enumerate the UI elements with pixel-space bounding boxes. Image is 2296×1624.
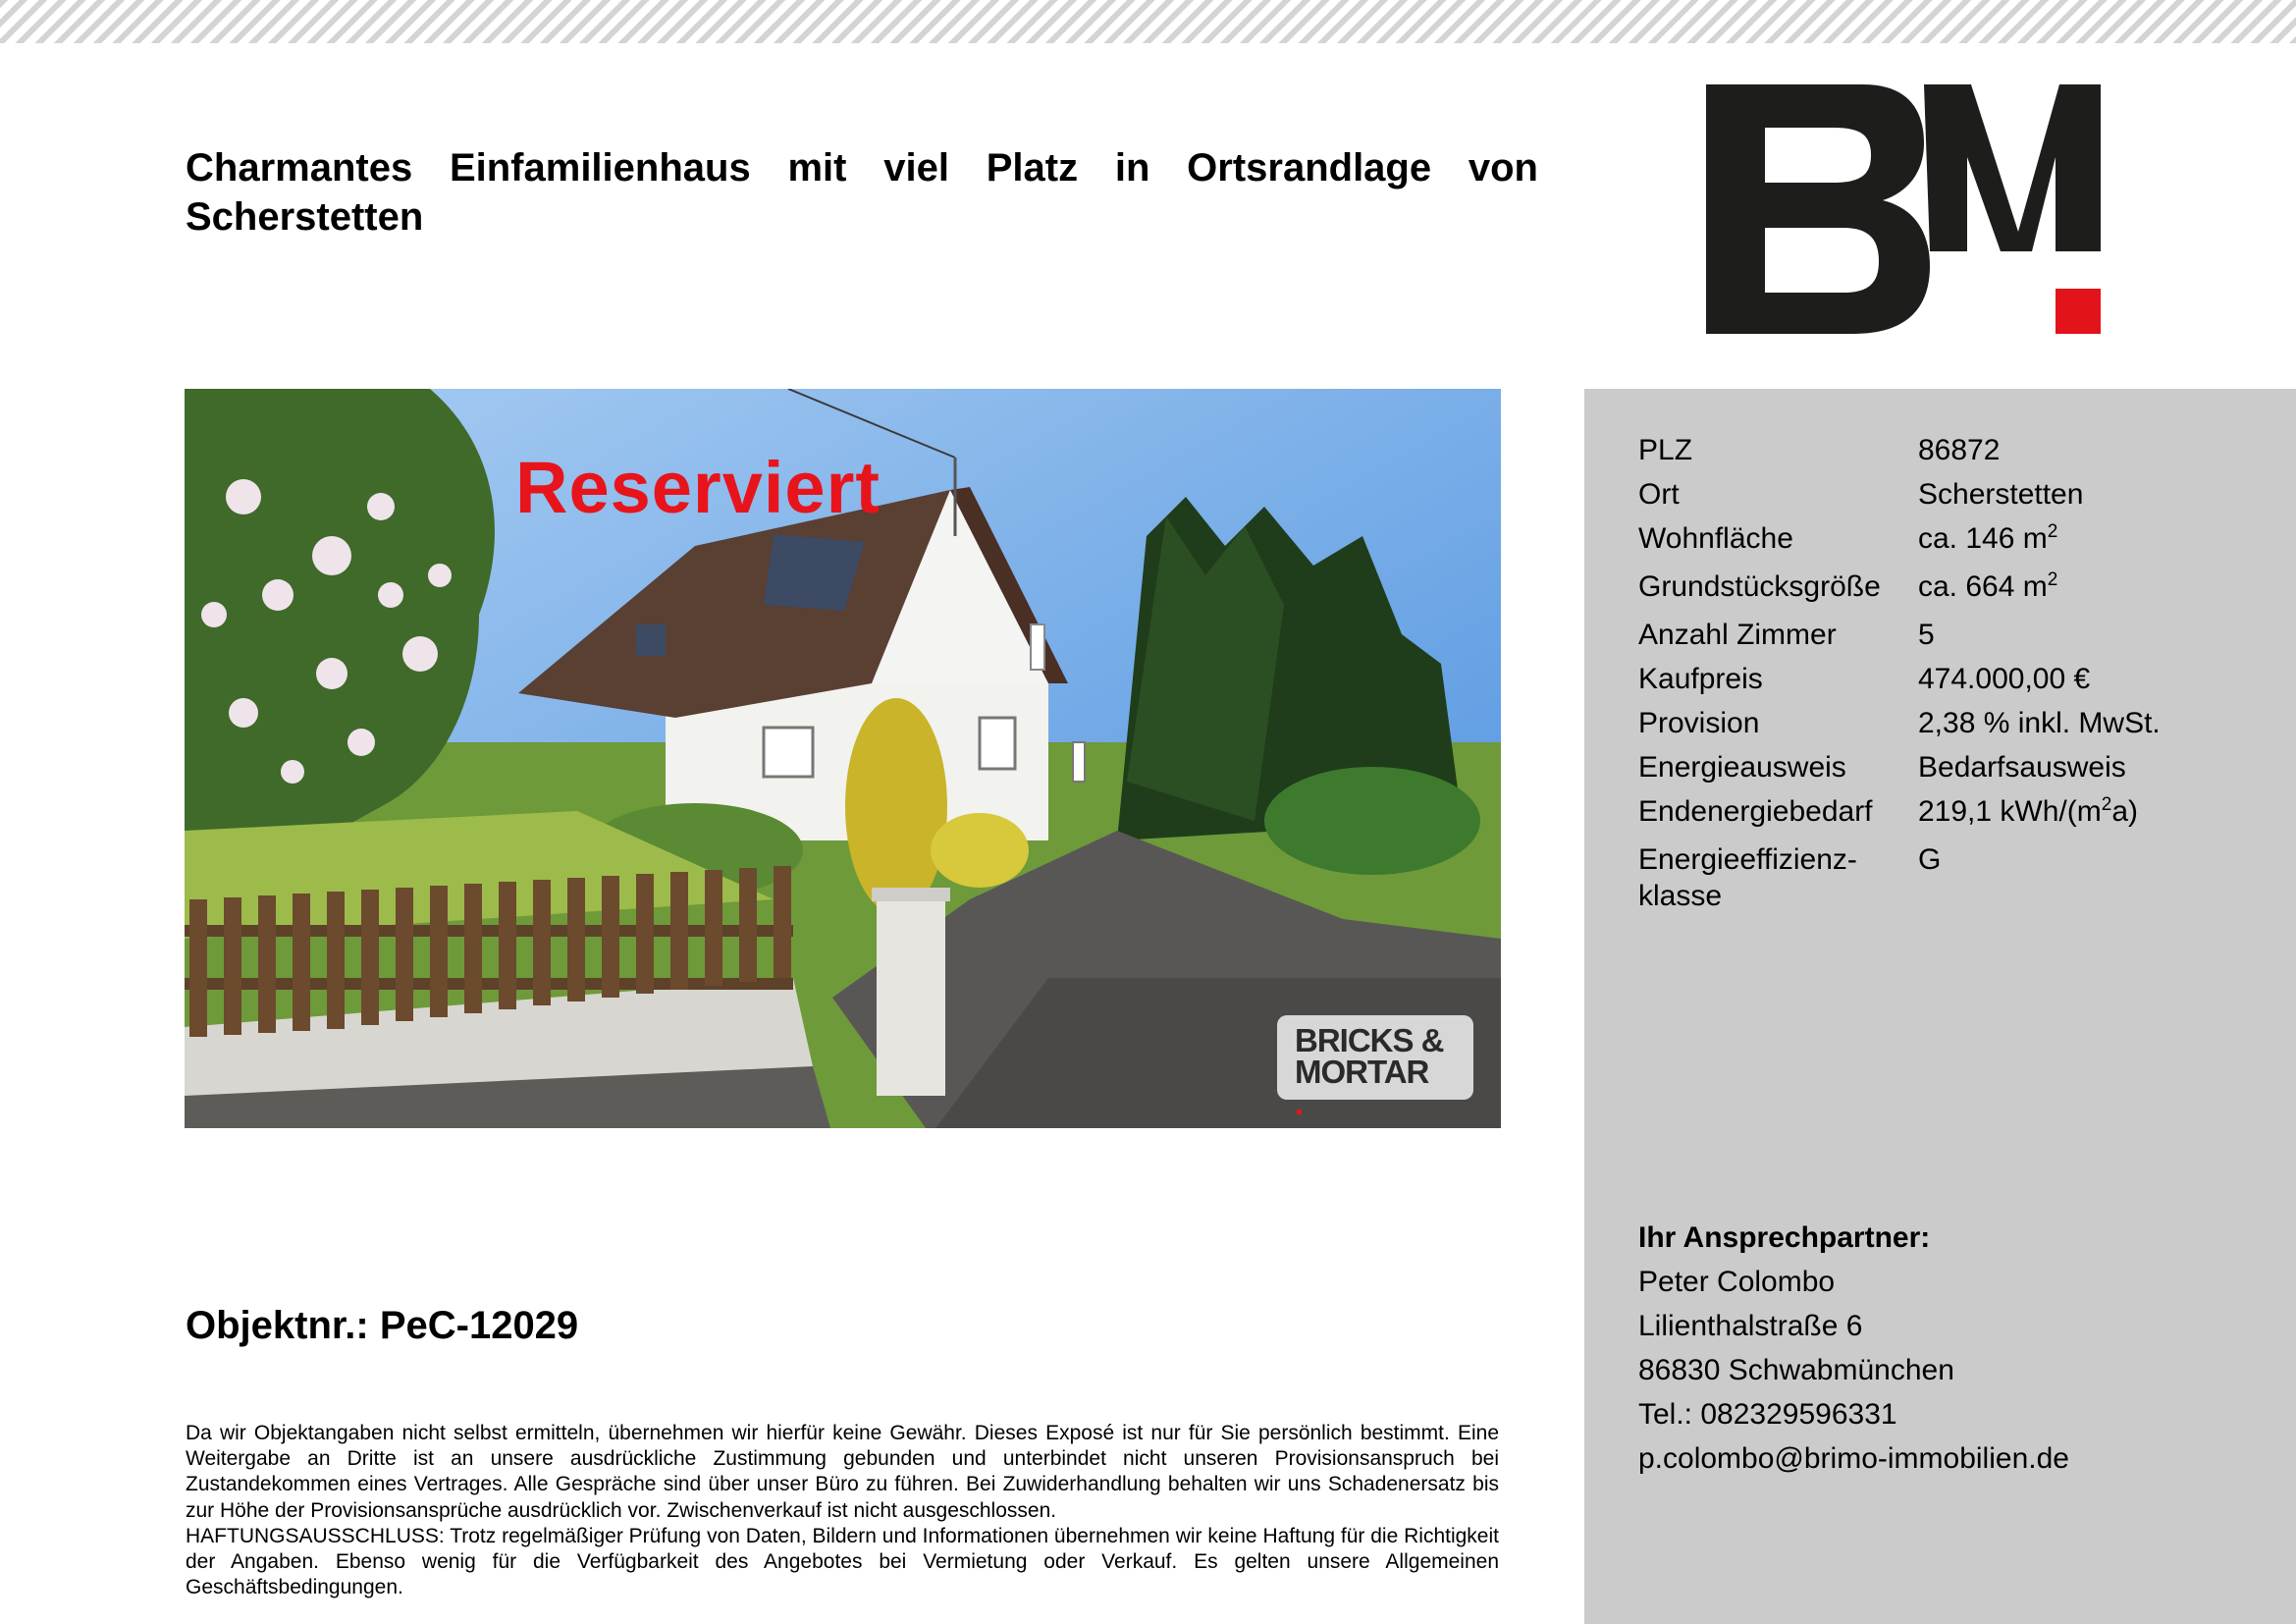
- fact-row-plz: [1638, 428, 2267, 472]
- property-photo: [185, 389, 1501, 1128]
- page-title: Charmantes Einfamilienhaus mit viel Platz in Ortsrandlage von Scherstetten: [186, 146, 1538, 239]
- fact-row-effizienzklasse: [1638, 838, 2267, 914]
- fact-value-text: 219,1 kWh/(m: [1918, 795, 2102, 828]
- contact-city: 86830 Schwabmünchen: [1638, 1354, 1954, 1386]
- contact-phone[interactable]: Tel.: 082329596331: [1638, 1398, 1897, 1431]
- fact-value-text: ca. 146 m: [1918, 522, 2048, 555]
- fact-value-superscript: 2: [2047, 521, 2058, 542]
- fact-row-kaufpreis: [1638, 657, 2267, 701]
- fact-value: [1918, 789, 2267, 838]
- fact-value: Bedarfsausweis: [1918, 751, 2126, 784]
- watermark-dot: .: [1295, 1085, 1304, 1121]
- facts-table: [1638, 428, 2267, 914]
- fact-label: Ort: [1638, 478, 1680, 511]
- fact-value-suffix: a): [2111, 795, 2138, 828]
- contact-email[interactable]: p.colombo@brimo-immobilien.de: [1638, 1442, 2069, 1475]
- contact-heading: Ihr Ansprechpartner:: [1638, 1221, 1931, 1254]
- fact-row-energieausweis: [1638, 745, 2267, 789]
- fact-value: G: [1918, 843, 1942, 876]
- fact-label: [1638, 838, 1918, 914]
- fact-label: PLZ: [1638, 434, 1693, 466]
- fact-value: 86872: [1918, 434, 2001, 466]
- fact-row-ort: [1638, 472, 2267, 516]
- fact-value: 5: [1918, 619, 1935, 651]
- fact-label: Provision: [1638, 707, 1760, 739]
- bm-logo-graphic: [1706, 84, 2101, 334]
- fact-label: Endenergiebedarf: [1638, 795, 1873, 828]
- fact-value-superscript: 2: [2047, 569, 2058, 590]
- contact-street: Lilienthalstraße 6: [1638, 1310, 1863, 1342]
- fact-value: 2,38 % inkl. MwSt.: [1918, 707, 2161, 739]
- fact-value-text: ca. 664 m: [1918, 570, 2048, 603]
- fact-row-wohnflaeche: [1638, 516, 2267, 565]
- watermark-line-1: BRICKS &: [1295, 1022, 1444, 1058]
- bricks-mortar-watermark: [1277, 1015, 1473, 1121]
- disclaimer-paragraph-2: HAFTUNGSAUSSCHLUSS: Trotz regelmäßiger Prüfung von Daten, Bildern und Informationen übernehmen wir keine Haftung für die Richtigkeit der Angaben. Ebenso wenig für die Verfügbarkeit des Angebotes bei Vermietung oder Verkauf. Es gelten unsere Allgemeinen Geschäftsbedingungen.: [186, 1524, 1499, 1599]
- fact-row-endenergiebedarf: [1638, 789, 2267, 838]
- fact-label: Anzahl Zimmer: [1638, 619, 1837, 651]
- fact-label-line-1: Energieeffizienz-: [1638, 843, 1857, 876]
- fact-label: Energieausweis: [1638, 751, 1846, 784]
- decorative-stripe-bar: [0, 0, 2296, 43]
- fact-value: Scherstetten: [1918, 478, 2084, 511]
- fact-label: Grundstücksgröße: [1638, 570, 1881, 603]
- fact-value: [1918, 565, 2267, 613]
- fact-label-line-2: klasse: [1638, 880, 1723, 912]
- reserved-overlay-label: Reserviert: [515, 447, 881, 528]
- disclaimer-paragraph-1: Da wir Objektangaben nicht selbst ermitteln, übernehmen wir hierfür keine Gewähr. Dieses Exposé ist nur für Sie persönlich bestimmt. Eine Weitergabe an Dritte ist an unsere ausdrückliche Zustimmung gebunden und unterbindet nicht unseren Provisionsanspruch bei Zustandekommen eines Vertrages. Alle Gespräche sind über unser Büro zu führen. Bei Zuwiderhandlung behalten wir uns Schadenersatz bis zur Höhe der Provisionsansprüche ausdrücklich vor. Zwischenverkauf ist nicht ausgeschlossen.: [186, 1422, 1499, 1522]
- watermark-line-2: [1295, 1056, 1473, 1119]
- contact-block: [1638, 1216, 2267, 1481]
- object-number: Objektnr.: PeC-12029: [186, 1304, 579, 1347]
- fact-label: Kaufpreis: [1638, 663, 1763, 695]
- fact-label: Wohnfläche: [1638, 522, 1793, 555]
- fact-value-superscript: 2: [2101, 794, 2112, 815]
- fact-row-zimmer: [1638, 613, 2267, 657]
- bm-logo-icon: [1706, 84, 2101, 334]
- fact-row-provision: [1638, 701, 2267, 745]
- property-facts-panel: [1584, 389, 2296, 1624]
- fact-value: 474.000,00 €: [1918, 663, 2091, 695]
- fact-row-grundstueck: [1638, 565, 2267, 613]
- fact-value: [1918, 516, 2267, 565]
- contact-name: Peter Colombo: [1638, 1266, 1836, 1298]
- disclaimer-text: [186, 1421, 1499, 1600]
- watermark-word: MORTAR: [1295, 1054, 1429, 1090]
